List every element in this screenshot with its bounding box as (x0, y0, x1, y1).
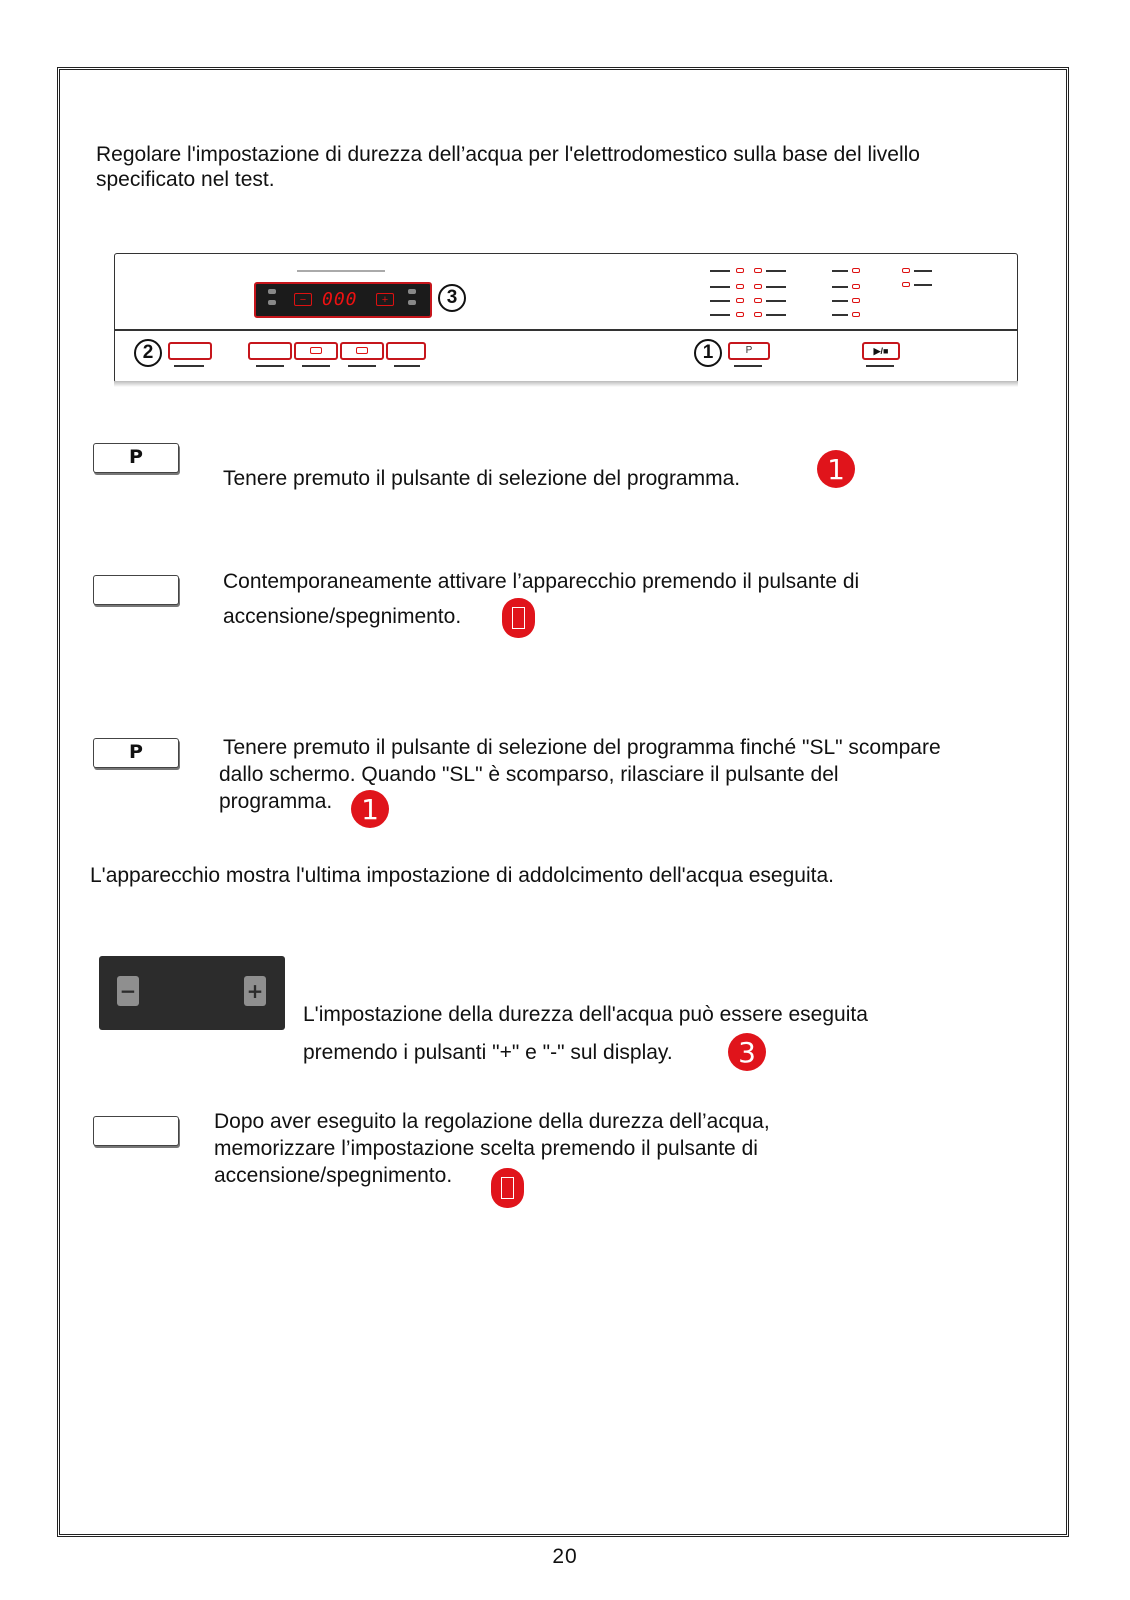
display-digits: 000 (322, 289, 358, 310)
panel-shadow (114, 381, 1018, 387)
final-text-line3: accensione/spegnimento. (214, 1164, 453, 1187)
page-number: 20 (552, 1545, 578, 1568)
display-plus-button: + (376, 293, 394, 306)
power-button-icon (93, 1116, 179, 1146)
hardness-text-line1: L'impostazione della durezza dell'acqua può essere eseguita (303, 1003, 868, 1026)
panel-display (254, 282, 432, 318)
start-pause-button: ▶/■ (862, 342, 900, 360)
panel-button-d (386, 342, 426, 360)
plus-key-icon: + (244, 976, 266, 1006)
display-top-bar (297, 270, 385, 272)
final-text-line1: Dopo aver eseguito la regolazione della durezza dell’acqua, (214, 1110, 770, 1133)
program-button-icon: P (93, 443, 179, 473)
hardness-text-line2: premendo i pulsanti "+" e "-" sul display. (303, 1041, 673, 1064)
hardness-badge: 3 (728, 1033, 766, 1071)
control-panel-illustration (114, 253, 1018, 389)
plus-minus-display-icon (99, 956, 285, 1030)
power-icon (491, 1168, 524, 1208)
step-2-text-line2: accensione/spegnimento. (223, 605, 462, 628)
program-button-icon: P (93, 738, 179, 768)
panel-button-c (340, 342, 384, 360)
step-3-text-line2: dallo schermo. Quando "SL" è scomparso, rilasciare il pulsante del (219, 763, 839, 786)
minus-key-icon: − (117, 976, 139, 1006)
display-left-dots (268, 289, 276, 311)
final-text-line2: memorizzare l’impostazione scelta premendo il pulsante di (214, 1137, 758, 1160)
step-3-text-line3: programma. (219, 790, 333, 813)
program-button: P (728, 342, 770, 360)
step-3-text-line1: Tenere premuto il pulsante di selezione del programma finché "SL" scompare (223, 736, 941, 759)
power-button-icon (93, 575, 179, 605)
callout-3: 3 (438, 284, 466, 312)
power-icon (502, 598, 535, 638)
panel-button-b (294, 342, 338, 360)
step-1-badge: 1 (817, 450, 855, 488)
power-button (168, 342, 212, 360)
step-3-badge: 1 (351, 790, 389, 828)
step-2-text-line1: Contemporaneamente attivare l’apparecchio premendo il pulsante di (223, 570, 860, 593)
display-minus-button: − (294, 293, 312, 306)
info-text: L'apparecchio mostra l'ultima impostazione di addolcimento dell'acqua eseguita. (90, 864, 834, 887)
panel-button-a (248, 342, 292, 360)
callout-2: 2 (134, 339, 162, 367)
intro-text: Regolare l'impostazione di durezza dell’acqua per l'elettrodomestico sulla base del livello specificato nel test. (96, 143, 920, 191)
display-right-dots (408, 289, 416, 311)
step-1-text: Tenere premuto il pulsante di selezione del programma. (223, 467, 741, 490)
callout-1: 1 (694, 339, 722, 367)
